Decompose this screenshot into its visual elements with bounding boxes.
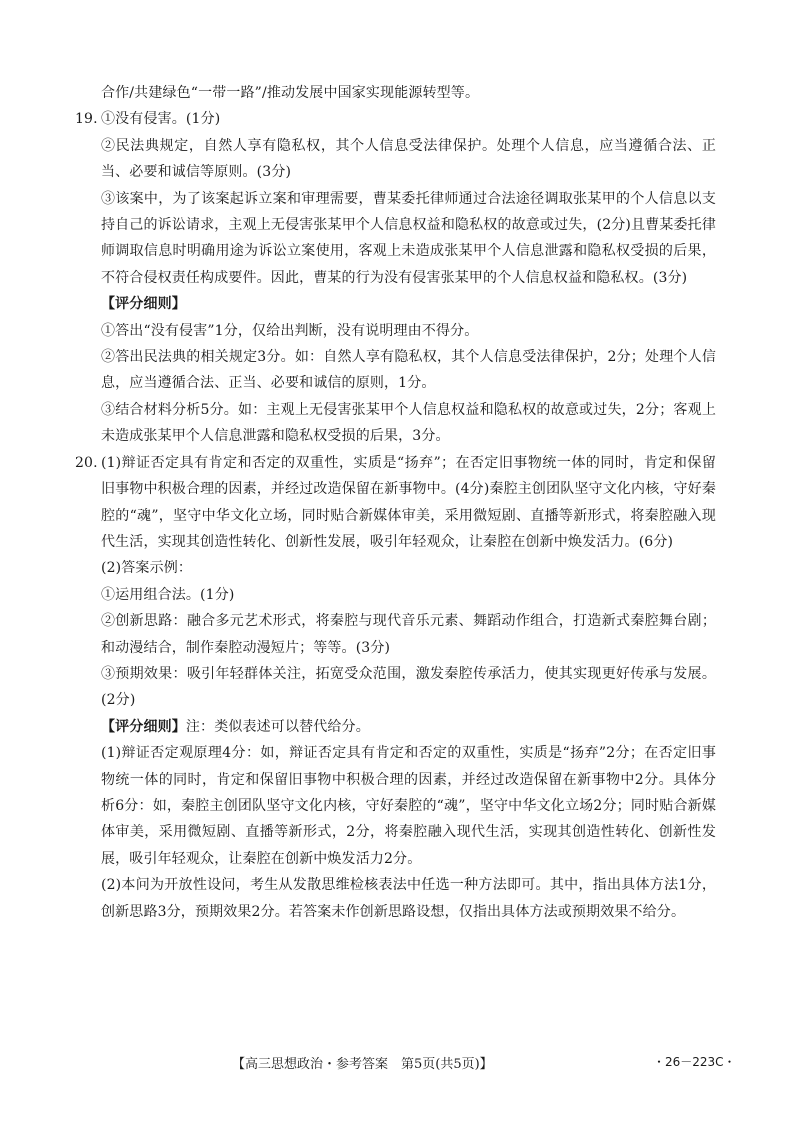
scoring-rubric-line — [101, 714, 716, 740]
rubric-item: (1)辩证否定观原理4分：如，辩证否定具有肯定和否定的双重性，实质是“扬弃”2分；在否定旧事物统一体的同时，肯定和保留旧事物中积极合理的因素，并经过改造保留在新事物中2分。具体分析6分：如，秦腔主创团队坚守文化内核，守好秦腔的“魂”，坚守中华文化立场2分；同时贴合新媒体审美，采用微短剧、直播等新形式，2分，将秦腔融入现代生活，实现其创造性转化、创新性发展，吸引年轻观众，让秦腔在创新中焕发活力2分。 — [101, 745, 716, 867]
answer-point: ②民法典规定，自然人享有隐私权，其个人信息受法律保护。处理个人信息，应当遵循合法、正当、必要和诚信等原则。(3分) — [101, 137, 716, 181]
answer-point: ③预期效果：吸引年轻群体关注，拓宽受众范围，激发秦腔传承活力，使其实现更好传承与发展。(2分) — [101, 665, 716, 709]
answer-point: (1)辩证否定具有肯定和否定的双重性，实质是“扬弃”；在否定旧事物统一体的同时，肯定和保留旧事物中积极合理的因素，并经过改造保留在新事物中。(4分)秦腔主创团队坚守文化内核，守好秦腔的“魂”，坚守中华文化立场，同时贴合新媒体审美，采用微短剧、直播等新形式，将秦腔融入现代生活，实现其创造性转化、创新性发展，吸引年轻观众，让秦腔在创新中焕发活力。(6分) — [101, 454, 716, 550]
answer-point: ③该案中，为了该案起诉立案和审理需要，曹某委托律师通过合法途径调取张某甲的个人信息以支持自己的诉讼请求，主观上无侵害张某甲个人信息权益和隐私权的故意或过失，(2分)且曹某委托律师调取信息时明确用途为诉讼立案使用，客观上未造成张某甲个人信息泄露和隐私权受损的后果，不符合侵权责任构成要件。因此，曹某的行为没有侵害张某甲的个人信息权益和隐私权。(3分) — [101, 190, 716, 286]
rubric-item: ③结合材料分析5分。如：主观上无侵害张某甲个人信息权益和隐私权的故意或过失，2分；客观上未造成张某甲个人信息泄露和隐私权受损的后果，3分。 — [101, 401, 716, 445]
answer-point: (2)答案示例： — [101, 560, 193, 577]
footer-page-info: 【高三思想政治・参考答案 第5页(共5页)】 — [232, 1057, 493, 1072]
question-20 — [75, 450, 716, 925]
footer-code: ・26－223C・ — [653, 1055, 736, 1069]
continued-answer-line: 合作/共建绿色“一带一路”/推动发展中国家实现能源转型等。 — [101, 85, 480, 101]
rubric-note: 注：类似表述可以替代给分。 — [185, 718, 370, 735]
question-number: 19. — [75, 111, 98, 128]
scoring-rubric-heading: 【评分细则】 — [101, 296, 186, 313]
question-19 — [75, 106, 716, 449]
rubric-item: ①答出“没有侵害”1分，仅给出判断，没有说明理由不得分。 — [101, 322, 479, 339]
answer-point: ①没有侵害。(1分) — [101, 111, 221, 128]
rubric-item: ②答出民法典的相关规定3分。如：自然人享有隐私权，其个人信息受法律保护，2分；处理个人信息，应当遵循合法、正当、必要和诚信的原则，1分。 — [101, 349, 716, 392]
answer-point: ②创新思路：融合多元艺术形式，将秦腔与现代音乐元素、舞蹈动作组合，打造新式秦腔舞台剧；和动漫结合，制作秦腔动漫短片；等等。(3分) — [101, 613, 716, 656]
answer-point: ①运用组合法。(1分) — [101, 586, 235, 603]
scoring-rubric-heading: 【评分细则】 — [101, 718, 186, 735]
answer-content — [75, 80, 716, 925]
question-number: 20. — [75, 454, 98, 471]
page-footer — [0, 1053, 800, 1077]
rubric-item: (2)本问为开放性设问，考生从发散思维检核表法中任选一种方法即可。其中，指出具体方法1分，创新思路3分，预期效果2分。若答案未作创新思路设想，仅指出具体方法或预期效果不给分。 — [101, 877, 716, 920]
